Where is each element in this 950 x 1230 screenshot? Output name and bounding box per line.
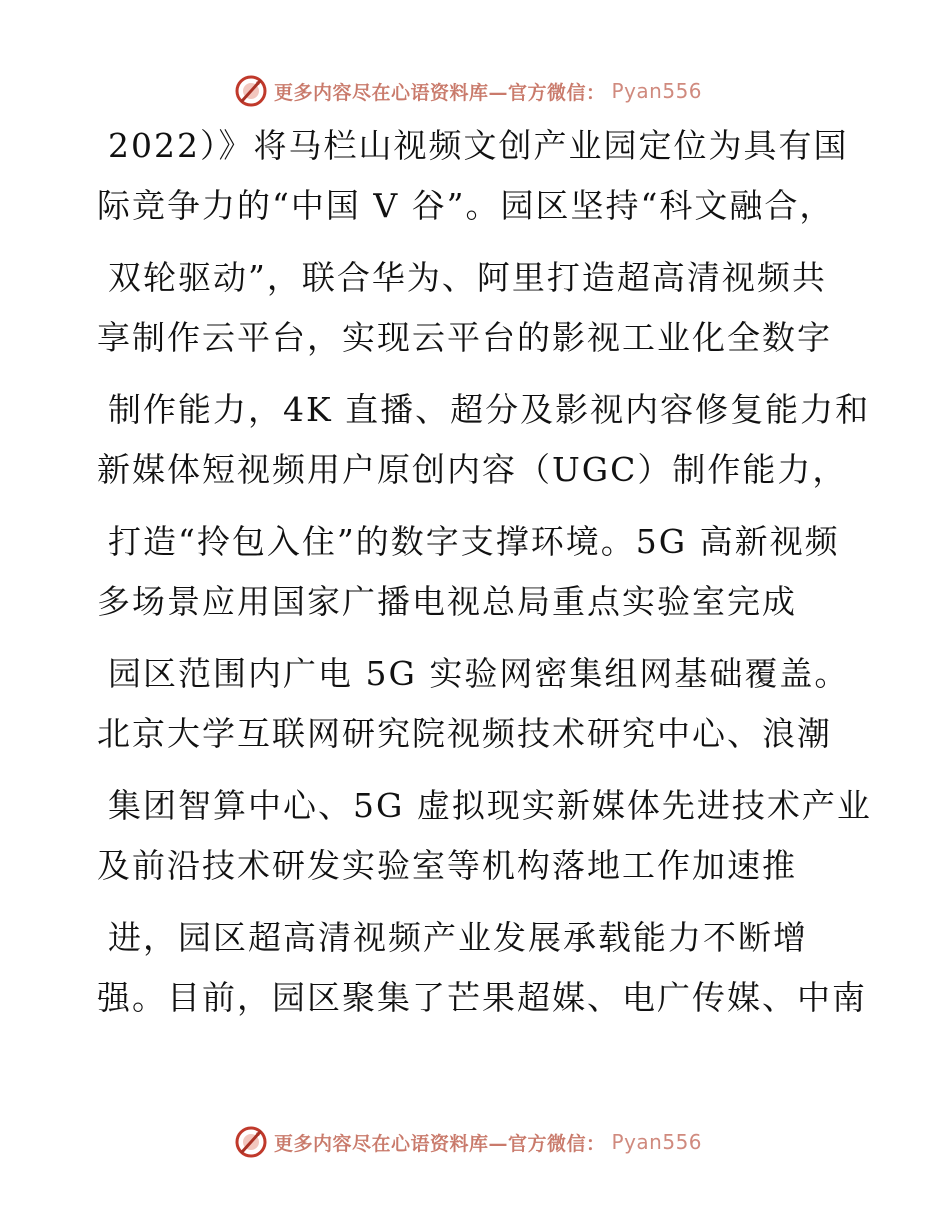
quill-seal-icon xyxy=(234,1125,268,1159)
watermark-text: 更多内容尽在心语资料库—官方微信： xyxy=(274,1132,606,1155)
body-line: 北京大学互联网研究院视频技术研究中心、浪潮 xyxy=(97,714,832,753)
watermark-wechat-id: Pyan556 xyxy=(611,79,703,103)
body-line: 及前沿技术研发实验室等机构落地工作加速推 xyxy=(97,846,797,885)
watermark-header xyxy=(234,72,702,110)
body-line: 享制作云平台，实现云平台的影视工业化全数字 xyxy=(97,318,832,357)
body-line: 进，园区超高清视频产业发展承载能力不断增 xyxy=(108,918,808,957)
body-line: 集团智算中心、5G 虚拟现实新媒体先进技术产业 xyxy=(108,786,872,825)
body-line: 新媒体短视频用户原创内容（UGC）制作能力， xyxy=(97,450,848,489)
body-line: 双轮驱动”，联合华为、阿里打造超高清视频共 xyxy=(108,258,827,297)
body-line: 多场景应用国家广播电视总局重点实验室完成 xyxy=(97,582,797,621)
body-line: 强。目前，园区聚集了芒果超媒、电广传媒、中南 xyxy=(97,978,867,1017)
body-line: 园区范围内广电 5G 实验网密集组网基础覆盖。 xyxy=(108,654,850,693)
quill-seal-icon xyxy=(234,74,268,108)
watermark-text: 更多内容尽在心语资料库—官方微信： xyxy=(274,81,606,104)
body-line: 际竞争力的“中国 V 谷”。园区坚持“科文融合， xyxy=(97,186,835,225)
watermark-wechat-id: Pyan556 xyxy=(611,1130,703,1154)
body-line: 打造“拎包入住”的数字支撑环境。5G 高新视频 xyxy=(108,522,840,561)
body-line: 制作能力，4K 直播、超分及影视内容修复能力和 xyxy=(108,390,871,429)
watermark-footer xyxy=(234,1123,702,1161)
body-line: 2022）》将马栏山视频文创产业园定位为具有国 xyxy=(108,126,849,165)
